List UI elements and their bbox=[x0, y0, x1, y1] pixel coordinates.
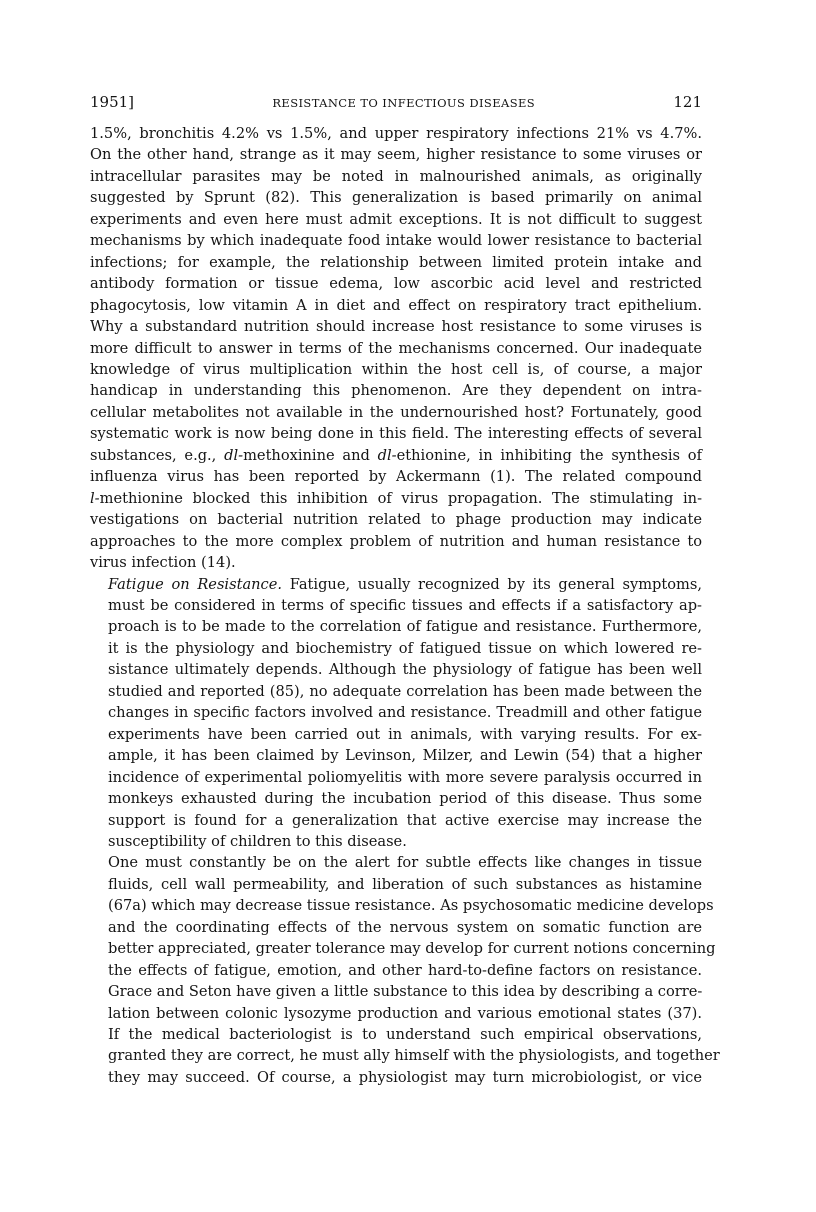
text-line: handicap in understanding this phenomenon. Are they dependent on intra- bbox=[90, 382, 702, 400]
running-head bbox=[90, 92, 702, 113]
text-line: incidence of experimental poliomyelitis with more severe paralysis occurred in bbox=[108, 768, 702, 786]
italic-term: dl- bbox=[224, 446, 244, 464]
text-line: Fatigue on Resistance. Fatigue, usually recognized by its general symptoms, bbox=[108, 575, 702, 593]
text-line: and the coordinating effects of the nervous system on somatic function are bbox=[108, 918, 702, 936]
paragraph-nutrition bbox=[90, 123, 702, 574]
text-line: 1.5%, bronchitis 4.2% vs 1.5%, and upper respiratory infections 21% vs 4.7%. bbox=[90, 125, 702, 142]
text-line: One must constantly be on the alert for subtle effects like changes in tissue bbox=[108, 854, 702, 872]
text-line: mechanisms by which inadequate food intake would lower resistance to bacterial bbox=[90, 232, 702, 250]
text-line: experiments and even here must admit exceptions. It is not difficult to suggest bbox=[90, 210, 702, 228]
text-line: lation between colonic lysozyme production and various emotional states (37). bbox=[108, 1004, 702, 1022]
text-line: monkeys exhausted during the incubation period of this disease. Thus some bbox=[108, 790, 702, 808]
text-line: cellular metabolites not available in the undernourished host? Fortunately, good bbox=[90, 403, 702, 421]
text-line: substances, e.g., dl-methoxinine and dl-ethionine, in inhibiting the synthesis of bbox=[90, 446, 702, 464]
text-line: infections; for example, the relationship between limited protein intake and bbox=[90, 253, 702, 271]
paragraph-subtle-effects bbox=[90, 852, 720, 1088]
text-line: antibody formation or tissue edema, low ascorbic acid level and restricted bbox=[90, 275, 702, 293]
text-line: phagocytosis, low vitamin A in diet and effect on respiratory tract epithelium. bbox=[90, 296, 702, 314]
text-line: it is the physiology and biochemistry of fatigued tissue on which lowered re- bbox=[108, 639, 702, 657]
header-year: 1951] bbox=[90, 93, 135, 111]
header-page-number: 121 bbox=[673, 93, 702, 111]
text-line: knowledge of virus multiplication within the host cell is, of course, a major bbox=[90, 360, 702, 378]
text-line: sistance ultimately depends. Although the physiology of fatigue has been well bbox=[108, 661, 702, 679]
text-line: susceptibility of children to this disease. bbox=[108, 832, 407, 850]
text-line: On the other hand, strange as it may seem, higher resistance to some viruses or bbox=[90, 146, 702, 164]
text-line: Grace and Seton have given a little substance to this idea by describing a corre- bbox=[108, 983, 703, 1001]
article-body bbox=[90, 123, 720, 1088]
text-line: approaches to the more complex problem of nutrition and human resistance to bbox=[90, 532, 702, 550]
text-line: intracellular parasites may be noted in malnourished animals, as originally bbox=[90, 167, 702, 185]
text-line: must be considered in terms of specific tissues and effects if a satisfactory ap- bbox=[108, 596, 702, 614]
journal-page bbox=[90, 92, 720, 1088]
text-line: proach is to be made to the correlation of fatigue and resistance. Furthermore, bbox=[108, 618, 702, 636]
text-line: virus infection (14). bbox=[90, 554, 236, 572]
text-line: they may succeed. Of course, a physiologist may turn microbiologist, or vice bbox=[108, 1068, 702, 1086]
text-line: granted they are correct, he must ally himself with the physiologists, and together bbox=[108, 1047, 720, 1065]
text-line: systematic work is now being done in this field. The interesting effects of several bbox=[90, 425, 702, 443]
italic-term: Fatigue on Resistance. bbox=[108, 575, 283, 593]
italic-term: l- bbox=[90, 489, 100, 507]
text-line: support is found for a generalization that active exercise may increase the bbox=[108, 811, 702, 829]
text-line: ample, it has been claimed by Levinson, Milzer, and Lewin (54) that a higher bbox=[108, 747, 702, 765]
text-line: (67a) which may decrease tissue resistance. As psychosomatic medicine develops bbox=[108, 897, 714, 915]
paragraph-fatigue bbox=[90, 574, 702, 853]
text-line: studied and reported (85), no adequate correlation has been made between the bbox=[108, 682, 702, 700]
text-line: more difficult to answer in terms of the mechanisms concerned. Our inadequate bbox=[90, 339, 702, 357]
text-line: fluids, cell wall permeability, and liberation of such substances as histamine bbox=[108, 875, 702, 893]
text-line: the effects of fatigue, emotion, and other hard-to-define factors on resistance. bbox=[108, 961, 702, 979]
italic-term: dl- bbox=[377, 446, 397, 464]
text-line: changes in specific factors involved and resistance. Treadmill and other fatigue bbox=[108, 704, 702, 722]
text-line: better appreciated, greater tolerance may develop for current notions concerning bbox=[108, 940, 716, 958]
text-line: experiments have been carried out in animals, with varying results. For ex- bbox=[108, 725, 702, 743]
text-line: vestigations on bacterial nutrition related to phage production may indicate bbox=[90, 511, 702, 529]
text-line: l-methionine blocked this inhibition of virus propagation. The stimulating in- bbox=[90, 489, 702, 507]
header-title: RESISTANCE TO INFECTIOUS DISEASES bbox=[272, 96, 536, 110]
text-line: suggested by Sprunt (82). This generalization is based primarily on animal bbox=[90, 189, 702, 207]
text-line: If the medical bacteriologist is to understand such empirical observations, bbox=[108, 1026, 702, 1044]
text-line: influenza virus has been reported by Ackermann (1). The related compound bbox=[90, 468, 702, 486]
text-line: Why a substandard nutrition should increase host resistance to some viruses is bbox=[90, 318, 702, 336]
